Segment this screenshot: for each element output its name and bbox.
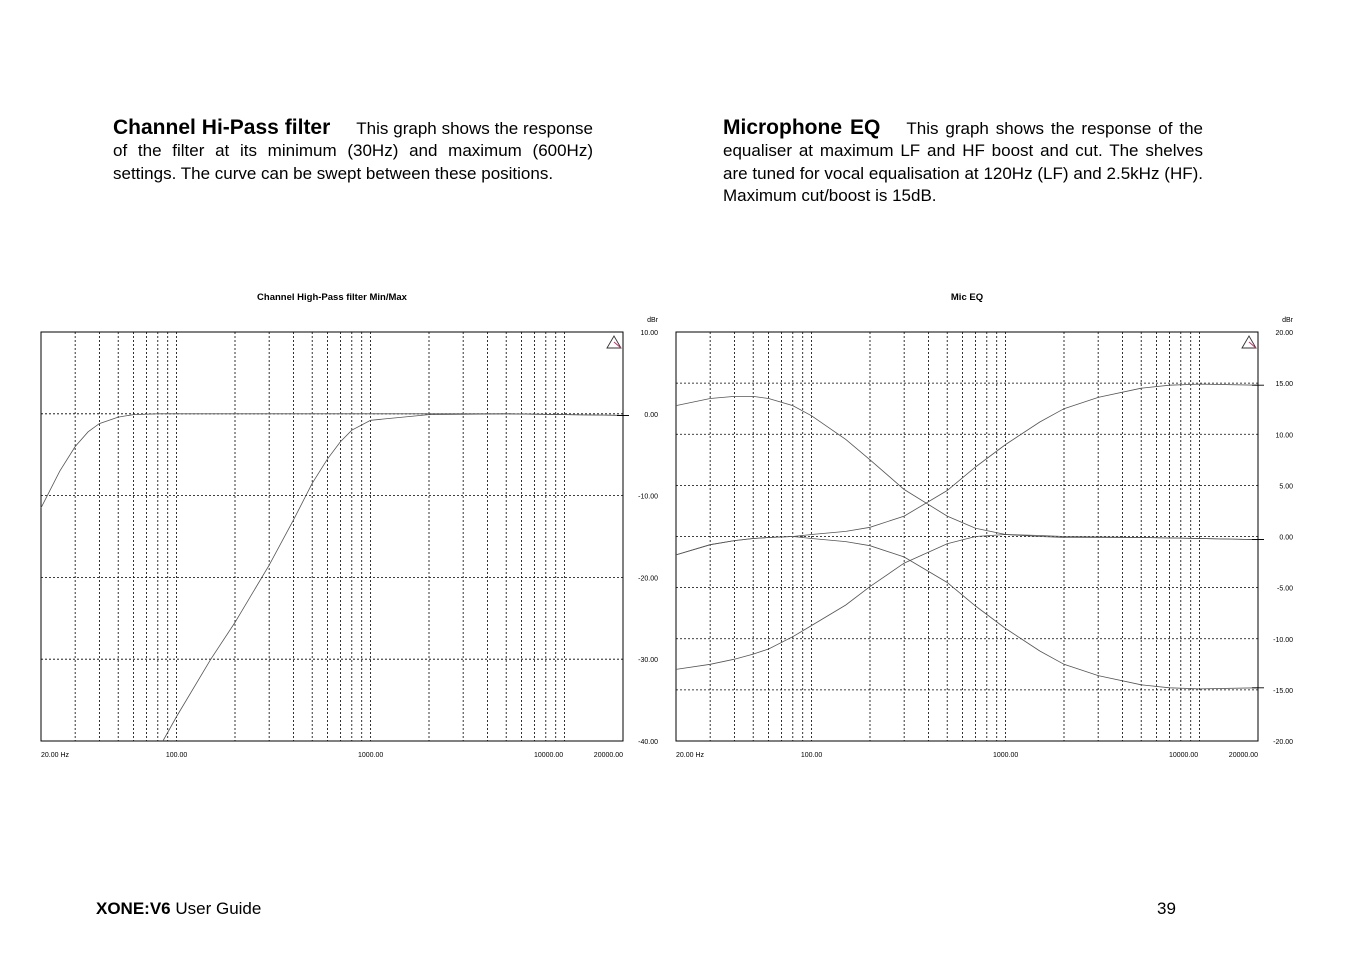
- hipass-y-tick-label: -20.00: [638, 575, 658, 583]
- hipass-description: [113, 117, 593, 185]
- mic-eq-y-tick-label: -20.00: [1273, 739, 1293, 746]
- mic-eq-body: This graph shows the response of the equaliser at maximum LF and HF boost and cut. The shelves are tuned for vocal equalisation at 120Hz (LF) and 2.5kHz (HF). Maximum cut/boost is 15dB.: [723, 119, 1203, 206]
- mic-eq-chart-title: Mic EQ: [950, 292, 984, 303]
- hipass-reference-marker-accent: [614, 342, 621, 348]
- footer-brand: XONE:V6: [96, 899, 171, 918]
- hipass-x-tick-label: 1000.00: [357, 752, 384, 759]
- mic-eq-x-tick-label: 20.00 Hz: [676, 752, 705, 759]
- mic-eq-cursor-marker-3: [1252, 379, 1264, 391]
- mic-eq-y-tick-label: 20.00: [1275, 330, 1293, 337]
- hipass-y-tick-label: 10.00: [640, 330, 658, 337]
- mic-eq-reference-marker-accent: [1249, 342, 1256, 348]
- hipass-body: This graph shows the response of the filter at its minimum (30Hz) and maximum (600Hz) settings. The curve can be swept between these positions.: [113, 119, 593, 183]
- hipass-response-curve-1: [41, 414, 623, 508]
- hipass-y-tick-label: 0.00: [644, 411, 658, 419]
- page-number: 39: [1157, 899, 1176, 918]
- mic-eq-description: [723, 117, 1203, 208]
- hipass-x-tick-label: 100.00: [165, 752, 188, 759]
- hipass-chart-title: Channel High-Pass filter Min/Max: [257, 292, 407, 303]
- mic-eq-response-curve-1: [676, 396, 1258, 539]
- footer-guide-title: [96, 899, 261, 919]
- hipass-plot-frame: [41, 332, 623, 741]
- mic-eq-y-tick-label: 0.00: [1279, 534, 1293, 542]
- mic-eq-y-tick-label: -10.00: [1273, 636, 1293, 644]
- hipass-x-tick-label: 20000.00: [593, 752, 623, 759]
- hipass-heading: Channel Hi-Pass filter: [113, 116, 331, 139]
- mic-eq-y-tick-label: 5.00: [1279, 483, 1293, 491]
- hipass-y-tick-label: -10.00: [638, 493, 658, 501]
- mic-eq-x-tick-label: 10000.00: [1168, 752, 1199, 759]
- mic-eq-y-unit-label: dBr: [1282, 317, 1293, 324]
- mic-eq-plot-frame: [676, 332, 1258, 741]
- mic-eq-response-curve-4: [676, 537, 1258, 689]
- mic-eq-y-tick-label: -15.00: [1273, 687, 1293, 695]
- hipass-y-tick-label: -40.00: [638, 739, 658, 746]
- mic-eq-x-tick-label: 20000.00: [1228, 752, 1258, 759]
- mic-eq-cursor-marker-4: [1252, 682, 1264, 694]
- mic-eq-y-tick-label: 15.00: [1275, 381, 1293, 389]
- mic-eq-x-tick-label: 1000.00: [992, 752, 1019, 759]
- mic-eq-heading: Microphone EQ: [723, 116, 881, 139]
- mic-eq-y-tick-label: -5.00: [1277, 585, 1293, 593]
- mic-eq-cursor-marker-2: [1252, 534, 1264, 546]
- hipass-y-tick-label: -30.00: [638, 657, 658, 665]
- mic-eq-response-curve-3: [676, 384, 1258, 555]
- hipass-x-tick-label: 10000.00: [533, 752, 564, 759]
- hipass-y-unit-label: dBr: [647, 317, 658, 324]
- hipass-cursor-marker-2: [617, 409, 629, 421]
- hipass-chart: [10, 285, 670, 775]
- mic-eq-x-tick-label: 100.00: [800, 752, 823, 759]
- hipass-x-tick-label: 20.00 Hz: [41, 752, 70, 759]
- mic-eq-response-curve-2: [676, 535, 1258, 670]
- mic-eq-y-tick-label: 10.00: [1275, 432, 1293, 440]
- mic-eq-chart: [645, 285, 1305, 775]
- footer-title: User Guide: [170, 899, 262, 918]
